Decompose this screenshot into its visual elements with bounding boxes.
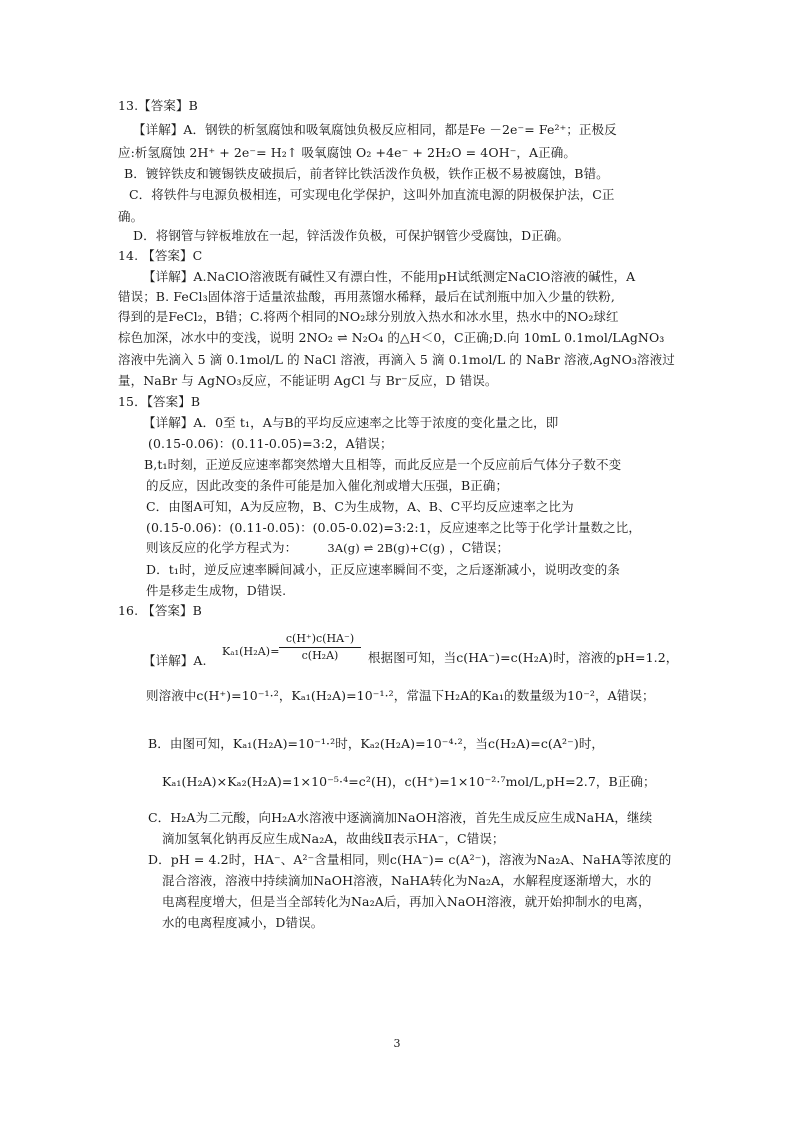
q16-option-d-line4: 水的电离程度减小，D错误。 [162,915,324,930]
q13-option-d: D．将钢管与锌板堆放在一起，锌活泼作负极，可保护钢管少受腐蚀，D正确。 [133,228,570,243]
q15-line8: D．t₁时，逆反应速率瞬间减小，正反应速率瞬间不变，之后逐渐减小，说明改变的条 [146,562,620,577]
q13-option-b: B．镀锌铁皮和镀锡铁皮破损后，前者锌比铁活泼作负极，铁作正极不易被腐蚀，B错。 [124,166,609,181]
q13-option-c-line1: C．将铁件与电源负极相连，可实现电化学保护，这叫外加直流电源的阴极保护法，C正 [129,187,615,202]
q13-header: 13.【答案】B [118,98,198,113]
ka1-numerator: c(H⁺)c(HA⁻) [285,632,355,645]
q15-line7 [146,540,509,556]
q14-line3: 得到的是FeCl₂，B错；C.将两个相同的NO₂球分别放入热水和冰水里，热水中的NO₂球红 [118,309,619,324]
q16-option-a-line1: 根据图可知，当c(HA⁻)=c(H₂A)时，溶液的pH=1.2， [368,650,679,665]
ka1-denominator: c(H₂A) [301,649,339,662]
q15-line7-suffix: ，C错误； [449,540,510,555]
ka1-definition-lhs: Kₐ₁(H₂A)= [222,645,280,658]
q14-line1: 【详解】A.NaClO溶液既有碱性又有漂白性，不能用pH试纸测定NaClO溶液的碱性，A [143,269,636,284]
q16-option-d-line3: 电离程度增大，但是当全部转化为Na₂A后，再加入NaOH溶液，就开始抑制水的电离， [162,894,651,909]
q16-option-b-line1: B．由图可知，Kₐ₁(H₂A)=10⁻¹·²时，Kₐ₂(H₂A)=10⁻⁴·²，当c(H₂A)=c(A²⁻)时， [148,736,605,751]
q15-line6: (0.15-0.06)：(0.11-0.05)：(0.05-0.02)=3:2:1，反应速率之比等于化学计量数之比， [146,520,641,535]
q16-option-a-prefix: 【详解】A. [143,653,207,668]
q15-line2: (0.15-0.06)：(0.11-0.05)=3:2，A错误； [148,436,393,451]
q14-line2: 错误；B. FeCl₃固体溶于适量浓盐酸，再用蒸馏水稀释，最后在试剂瓶中加入少量的铁粉, [118,289,615,304]
q16-option-d-line2: 混合溶液，溶液中持续滴加NaOH溶液，NaHA转化为Na₂A，水解程度逐渐增大，水的 [162,873,652,888]
q16-option-c-line2: 滴加氢氧化钠再反应生成Na₂A，故曲线Ⅱ表示HA⁻，C错误； [162,831,505,846]
q15-line3: B,t₁时刻，正逆反应速率都突然增大且相等，而此反应是一个反应前后气体分子数不变 [144,457,622,472]
q16-header: 16. 【答案】B [118,603,202,618]
q14-line4: 棕色加深，冰水中的变浅，说明 2NO₂ ⇌ N₂O₄ 的△H＜0，C正确;D.向 10mL 0.1mol/LAgNO₃ [118,330,665,345]
q15-header: 15．【答案】B [118,394,201,409]
q14-line6: 量，NaBr 与 AgNO₃反应，不能证明 AgCl 与 Br⁻反应，D 错误。 [118,373,498,388]
q14-line5: 溶液中先滴入 5 滴 0.1mol/L 的 NaCl 溶液，再滴入 5 滴 0.1mol/L 的 NaBr 溶液,AgNO₃溶液过 [118,352,675,367]
q13-option-a-line2: 应:析氢腐蚀 2H⁺ + 2e⁻= H₂↑ 吸氧腐蚀 O₂ +4e⁻ + 2H₂O = 4OH⁻，A正确。 [118,145,576,160]
q16-option-a-line2: 则溶液中c(H⁺)=10⁻¹·²，Kₐ₁(H₂A)=10⁻¹·²，常温下H₂A的Ka₁的数量级为10⁻²，A错误； [146,688,655,703]
ka1-fraction [279,632,361,663]
q16-option-b-line2: Kₐ₁(H₂A)×Kₐ₂(H₂A)=1×10⁻⁵·⁴=c²(H)，c(H⁺)=1×10⁻²·⁷mol/L,pH=2.7，B正确； [162,774,656,789]
q16-option-d-line1: D．pH = 4.2时，HA⁻、A²⁻含量相同，则c(HA⁻)= c(A²⁻)，溶液为Na₂A、NaHA等浓度的 [148,852,672,867]
q13-option-a-line1: 【详解】A．钢铁的析氢腐蚀和吸氧腐蚀负极反应相同，都是Fe －2e⁻= Fe²⁺；正极反 [133,122,617,137]
page-number: 3 [393,1037,401,1050]
q15-line9: 件是移走生成物，D错误. [146,583,287,598]
q15-line7-prefix: 则该反应的化学方程式为： [146,540,298,555]
q15-equation: 3A(g) ⇌ 2B(g)+C(g) [327,541,445,555]
q15-line1: 【详解】A．0至 t₁，A与B的平均反应速率之比等于浓度的变化量之比，即 [143,415,559,430]
q13-option-c-line2: 确。 [118,209,144,224]
q14-header: 14. 【答案】C [118,248,203,263]
q16-option-c-line1: C．H₂A为二元酸，向H₂A水溶液中逐滴滴加NaOH溶液，首先生成反应生成NaHA，继续 [148,810,653,825]
q15-line5: C．由图A可知，A为反应物，B、C为生成物，A、B、C平均反应速率之比为 [146,499,574,514]
q15-line4: 的反应，因此改变的条件可能是加入催化剂或增大压强，B正确； [146,478,509,493]
